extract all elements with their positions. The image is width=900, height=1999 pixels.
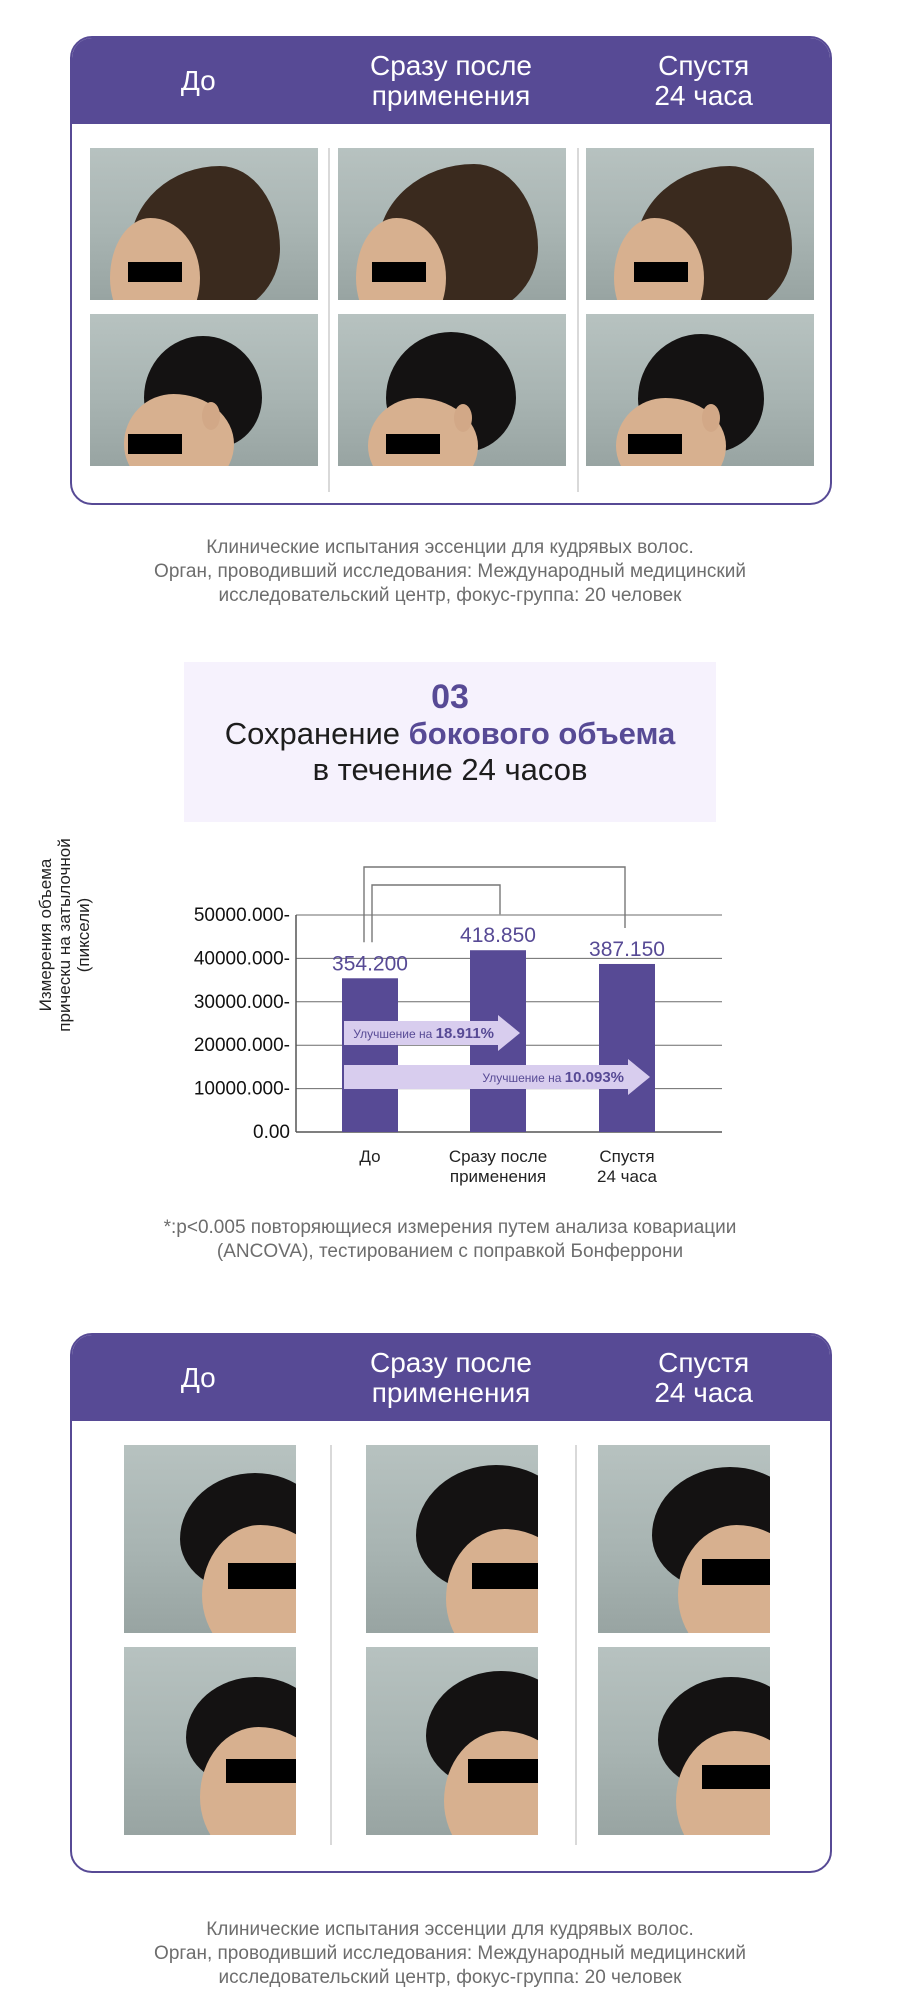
improvement-label: Улучшение на 10.093%: [482, 1069, 624, 1086]
column-header-after-24h: Спустя 24 часа: [654, 50, 753, 111]
column-header-after-24h: Спустя 24 часа: [654, 1347, 753, 1408]
photo-24h-profile-1: [586, 148, 814, 300]
photo-24h-front-2: [598, 1647, 770, 1835]
photo-24h-profile-2: [586, 314, 814, 466]
caption-line: Клинические испытания эссенции для кудрявых волос.: [206, 537, 694, 558]
x-category-label: Спустя: [599, 1147, 655, 1166]
column-divider: [575, 1445, 577, 1845]
bar: [342, 978, 398, 1132]
y-tick-label: 0.00: [253, 1122, 290, 1143]
comparison-card-top: [70, 36, 832, 505]
card-photos: [72, 124, 830, 505]
section-title-plain: Сохранение: [224, 716, 409, 751]
section-title: [184, 716, 716, 752]
x-category-label: До: [359, 1147, 381, 1166]
y-axis-title: Измерения объема прическu на затылочной (пиксели): [36, 838, 93, 1032]
y-tick-label: 30000.000-: [193, 991, 290, 1013]
x-category-label: применения: [449, 1167, 547, 1186]
x-category-label: 24 часа: [597, 1167, 657, 1186]
photo-24h-front-1: [598, 1445, 770, 1633]
section-subtitle: в течение 24 часов: [312, 752, 588, 787]
card-photos: [72, 1421, 830, 1873]
photo-before-front-2: [124, 1647, 296, 1835]
bar: [599, 964, 655, 1132]
column-header-before: До: [180, 65, 216, 96]
photo-before-front-1: [124, 1445, 296, 1633]
column-divider: [328, 148, 330, 492]
y-tick-label: 40000.000-: [193, 948, 290, 970]
caption-line: Орган, проводивший исследования: Международный медицинский: [154, 561, 746, 582]
photo-after-front-2: [366, 1647, 538, 1835]
footnote-line: *:p<0.005 повторяющиеся измерения путем анализа ковариации: [163, 1217, 737, 1238]
y-tick-label: 20000.000-: [193, 1035, 290, 1057]
y-tick-label: 10000.000-: [193, 1078, 290, 1100]
statistics-footnote: [0, 1216, 900, 1264]
card-header: [72, 38, 830, 124]
photo-before-profile-1: [90, 148, 318, 300]
chart-svg: [0, 855, 900, 1195]
caption-line: исследовательский центр, фокус-группа: 20 человек: [218, 585, 682, 606]
column-divider: [330, 1445, 332, 1845]
column-header-before: До: [180, 1362, 216, 1393]
photo-after-profile-1: [338, 148, 566, 300]
section-title-highlight: бокового объема: [408, 716, 676, 751]
card-header: [72, 1335, 830, 1421]
column-divider: [577, 148, 579, 492]
caption-line: исследовательский центр, фокус-группа: 20 человек: [218, 1967, 682, 1988]
photo-before-profile-2: [90, 314, 318, 466]
y-tick-label: 50000.000-: [193, 905, 290, 926]
footnote-line: (ANCOVA), тестированием с поправкой Бонферрони: [216, 1241, 684, 1262]
section-title-box: [184, 662, 716, 822]
section-number: 03: [431, 678, 469, 716]
photo-after-profile-2: [338, 314, 566, 466]
x-category-label: Сразу после: [448, 1147, 548, 1166]
study-caption-top: [0, 536, 900, 608]
bar-value-label: 387.150: [589, 937, 665, 961]
photo-after-front-1: [366, 1445, 538, 1633]
bar-value-label: 354.200: [332, 952, 408, 976]
caption-line: Орган, проводивший исследования: Международный медицинский: [154, 1943, 746, 1964]
column-header-after-application: Сразу после применения: [370, 1347, 532, 1408]
caption-line: Клинические испытания эссенции для кудрявых волос.: [206, 1919, 694, 1940]
study-caption-bottom: [0, 1918, 900, 1990]
volume-chart: [0, 838, 900, 1195]
bar-value-label: 418.850: [460, 924, 536, 948]
improvement-label: Улучшение на 18.911%: [353, 1025, 494, 1042]
comparison-card-bottom: [70, 1333, 832, 1873]
column-header-after-application: Сразу после применения: [370, 50, 532, 111]
